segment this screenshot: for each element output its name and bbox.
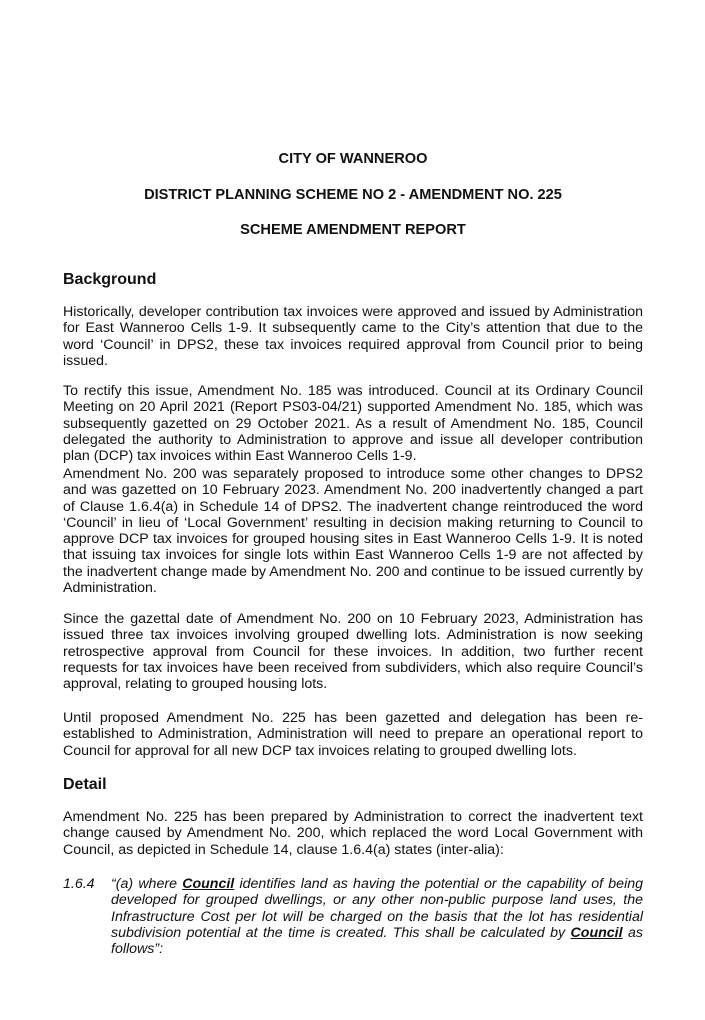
scheme-title: DISTRICT PLANNING SCHEME NO 2 - AMENDMENT NO. 225 xyxy=(144,187,562,203)
background-heading: Background xyxy=(63,271,157,288)
detail-heading: Detail xyxy=(63,776,107,793)
background-paragraph-5: Until proposed Amendment No. 225 has been gazetted and delegation has been re-established to Administration, Administration will need to prepare an operational report to Council for approval for all new DCP tax invoices relating to grouped dwelling lots. xyxy=(63,710,643,759)
report-title: SCHEME AMENDMENT REPORT xyxy=(240,222,466,238)
background-paragraph-1: Historically, developer contribution tax invoices were approved and issued by Administration for East Wanneroo Cells 1-9. It subsequently came to the City’s attention that due to the word ‘Council’ in DPS2, these tax invoices required approval from Council prior to being issued. xyxy=(63,304,643,369)
background-paragraph-3: Amendment No. 200 was separately proposed to introduce some other changes to DPS2 and was gazetted on 10 February 2023. Amendment No. 200 inadvertently changed a part of Clause 1.6.4(a) in Schedule 14 of DPS2. The inadvertent change reintroduced the word ‘Council’ in lieu of ‘Local Government’ resulting in decision making returning to Council to approve DCP tax invoices for grouped housing sites in East Wanneroo Cells 1-9. It is noted that issuing tax invoices for single lots within East Wanneroo Cells 1-9 are not affected by the inadvertent change made by Amendment No. 200 and continue to be issued currently by Administration. xyxy=(63,466,643,597)
clause-text xyxy=(111,876,643,957)
clause-text-part: “(a) where xyxy=(111,876,183,892)
clause-text-part: identifies land as having the potential or the capability of being developed for grouped dwellings, or any other non-public purpose land uses, the Infrastructure Cost per lot will be charged on the basis that the lot has residential subdivision potential at the time is created. This shall be calculated by xyxy=(111,876,643,941)
organization-title: CITY OF WANNEROO xyxy=(278,151,428,167)
background-paragraph-4: Since the gazettal date of Amendment No. 200 on 10 February 2023, Administration has issued three tax invoices involving grouped dwelling lots. Administration is now seeking retrospective approval from Council for these invoices. In addition, two further recent requests for tax invoices have been received from subdividers, which also require Council’s approval, relating to grouped housing lots. xyxy=(63,611,643,693)
background-paragraph-2: To rectify this issue, Amendment No. 185 was introduced. Council at its Ordinary Council Meeting on 20 April 2021 (Report PS03-04/21) supported Amendment No. 185, which was subsequently gazetted on 29 October 2021. As a result of Amendment No. 185, Council delegated the authority to Administration to approve and issue all developer contribution plan (DCP) tax invoices within East Wanneroo Cells 1-9. xyxy=(63,383,643,465)
clause-number: 1.6.4 xyxy=(63,876,95,892)
detail-paragraph-1: Amendment No. 225 has been prepared by Administration to correct the inadvertent text change caused by Amendment No. 200, which replaced the word Local Government with Council, as depicted in Schedule 14, clause 1.6.4(a) states (inter-alia): xyxy=(63,809,643,858)
clause-emphasis-council: Council xyxy=(570,924,623,941)
clause-emphasis-council: Council xyxy=(182,876,235,892)
clause-text-part: as follows”: xyxy=(111,924,643,958)
